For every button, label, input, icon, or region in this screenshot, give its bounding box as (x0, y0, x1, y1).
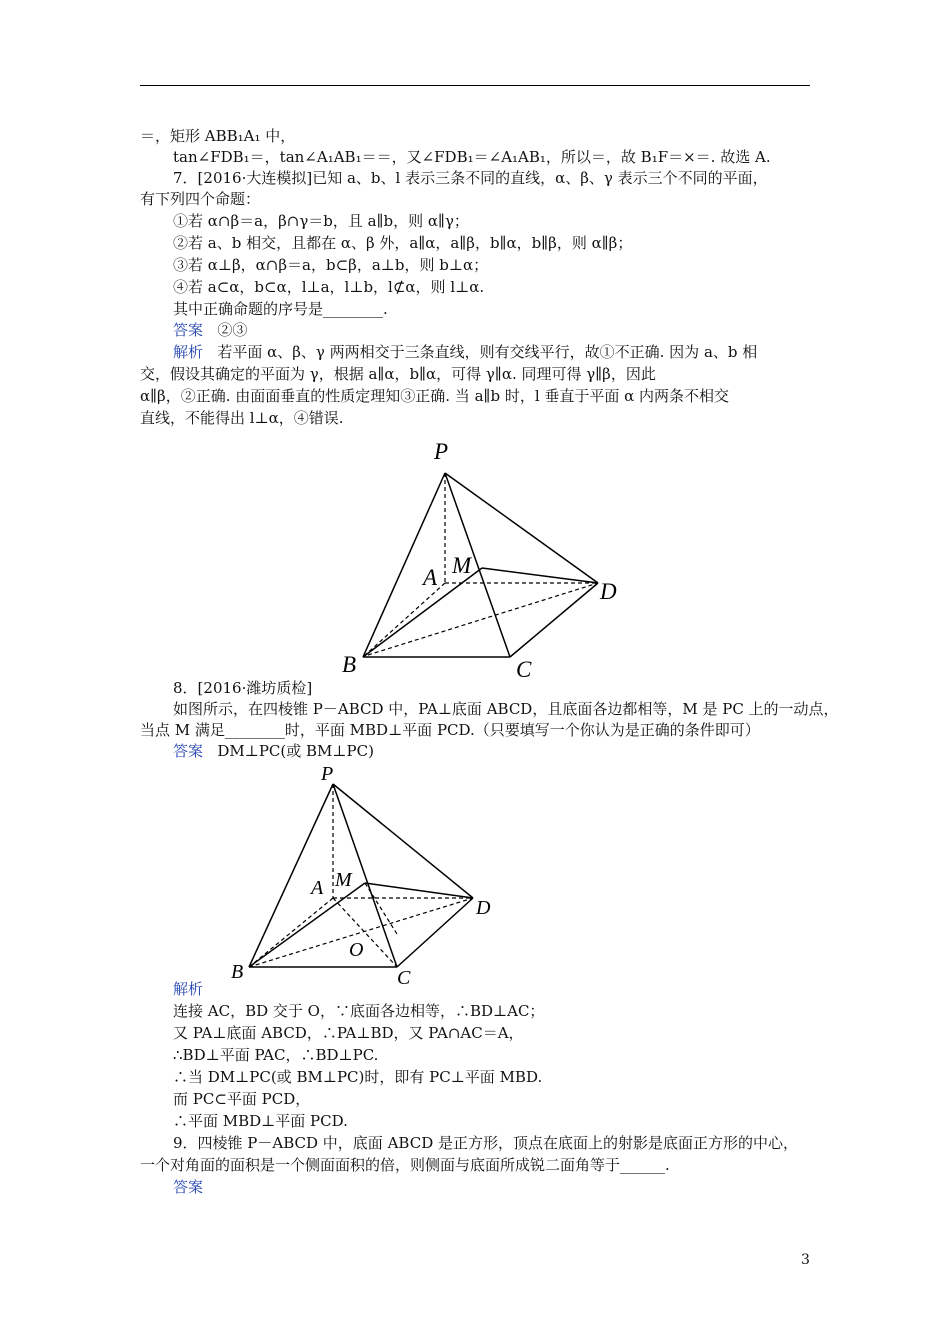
proposition-3: ③若 α⊥β，α∩β＝a，b⊂β，a⊥b，则 b⊥α； (173, 256, 489, 274)
proposition-1: ①若 α∩β＝a，β∩γ＝b，且 a∥b，则 α∥γ； (173, 212, 469, 230)
vertex-label-d: D (476, 897, 491, 919)
vertex-label-p: P (434, 439, 449, 464)
proposition-2: ②若 a、b 相交，且都在 α、β 外，a∥α，a∥β，b∥α，b∥β，则 α∥β； (173, 234, 633, 252)
center-label-o: O (349, 939, 364, 961)
q9-text: 一个对角面的面积是一个侧面面积的倍，则侧面与底面所成锐二面角等于______. (140, 1156, 670, 1174)
text-line: tan∠FDB₁＝，tan∠A₁AB₁＝＝，又∠FDB₁＝∠A₁AB₁，所以＝，故 B₁F＝×＝. 故选 A. (173, 148, 771, 166)
vertex-label-b: B (342, 652, 357, 677)
analysis-text: ∴平面 MBD⊥平面 PCD. (173, 1112, 348, 1130)
vertex-label-b: B (231, 961, 244, 983)
analysis-label: 解析 (173, 343, 204, 361)
pyramid-figure-2 (225, 762, 510, 992)
q7-stem: 7．[2016·大连模拟]已知 a、b、l 表示三条不同的直线，α、β、γ 表示三个不同的平面， (173, 169, 768, 187)
analysis-text: 若平面 α、β、γ 两两相交于三条直线，则有交线平行，故①不正确. 因为 a、b 相 (217, 343, 758, 361)
q8-text: 当点 M 满足________时，平面 MBD⊥平面 PCD.（只要填写一个你认为是正确的条件即可） (140, 721, 760, 739)
header-rule (140, 85, 810, 86)
analysis-text: 而 PC⊂平面 PCD， (173, 1090, 311, 1108)
proposition-4: ④若 a⊂α，b⊂α，l⊥a，l⊥b，l⊄α，则 l⊥α. (173, 278, 485, 296)
analysis-text: ∴BD⊥平面 PAC，∴BD⊥PC. (173, 1046, 379, 1064)
vertex-label-m: M (452, 553, 472, 578)
text-line: ＝，矩形 ABB₁A₁ 中， (140, 127, 296, 145)
answer-value: DM⊥PC(或 BM⊥PC) (217, 742, 374, 760)
pyramid-figure-1 (330, 435, 630, 680)
q7-question: 其中正确命题的序号是________. (173, 300, 388, 318)
analysis-label: 解析 (173, 980, 204, 998)
analysis-text: ∴当 DM⊥PC(或 BM⊥PC)时，即有 PC⊥平面 MBD. (173, 1068, 543, 1086)
q8-title: 8．[2016·潍坊质检] (173, 679, 313, 697)
answer-label: 答案 (173, 742, 204, 760)
q7-answer (173, 320, 247, 340)
analysis-text: α∥β，②正确. 由面面垂直的性质定理知③正确. 当 a∥b 时，l 垂直于平面 α 内两条不相交 (140, 387, 730, 405)
vertex-label-c: C (397, 967, 411, 989)
q9-stem: 9．四棱锥 P－ABCD 中，底面 ABCD 是正方形，顶点在底面上的射影是底面正方形的中心， (173, 1134, 798, 1152)
analysis-text: 交，假设其确定的平面为 γ，根据 a∥α，b∥α，可得 γ∥α. 同理可得 γ∥β，因此 (140, 365, 656, 383)
analysis-text: 直线，不能得出 l⊥α，④错误. (140, 409, 344, 427)
vertex-label-d: D (600, 579, 617, 604)
analysis-text: 连接 AC，BD 交于 O，∵底面各边相等，∴BD⊥AC； (173, 1002, 545, 1020)
q8-answer (173, 741, 374, 761)
analysis-text: 又 PA⊥底面 ABCD，∴PA⊥BD，又 PA∩AC＝A， (173, 1024, 524, 1042)
vertex-label-p: P (321, 763, 334, 785)
q7-analysis-first (173, 342, 757, 362)
q8-text: 如图所示，在四棱锥 P－ABCD 中，PA⊥底面 ABCD，且底面各边都相等，M 是 PC 上的一动点， (173, 700, 839, 718)
answer-label: 答案 (173, 321, 204, 339)
vertex-label-a: A (423, 565, 438, 590)
page-number: 3 (801, 1252, 810, 1268)
answer-value: ②③ (217, 321, 248, 339)
vertex-label-c: C (516, 657, 532, 680)
text-line: 有下列四个命题： (140, 190, 261, 208)
vertex-label-a: A (311, 877, 324, 899)
answer-label: 答案 (173, 1178, 204, 1196)
vertex-label-m: M (335, 869, 352, 891)
